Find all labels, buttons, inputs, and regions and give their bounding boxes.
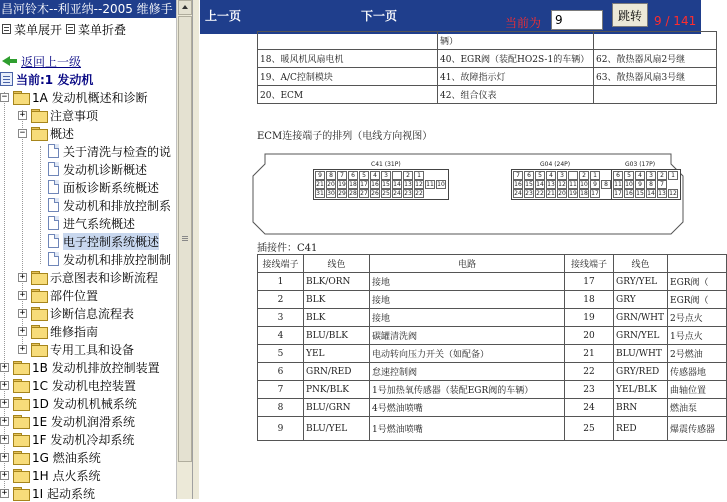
- table-cell: 19、A/C控制模块: [258, 68, 438, 86]
- connector-pin: 3: [557, 171, 567, 180]
- table-cell: 辆）: [438, 32, 594, 50]
- page-toolbar: [200, 0, 701, 34]
- pin-row: [315, 189, 447, 198]
- expand-icon[interactable]: +: [1, 469, 8, 480]
- expand-icon[interactable]: +: [19, 325, 26, 336]
- tree-scrollbar[interactable]: [176, 0, 192, 499]
- connector-pin: 18: [349, 181, 357, 188]
- connector-caption: ECM连接端子的排列（电线方向视图）: [257, 131, 433, 142]
- table-cell: [594, 32, 717, 50]
- tree-item-label: 1H 点火系统: [32, 468, 101, 483]
- expand-icon[interactable]: +: [1, 379, 8, 390]
- connector-c41: [313, 169, 449, 200]
- connector-pin: 7: [337, 171, 347, 180]
- connector-pin: 14: [536, 181, 544, 188]
- connector-pin: 8: [646, 180, 656, 189]
- connector-pin: 17: [591, 190, 599, 197]
- tree-item-1d[interactable]: [0, 394, 137, 412]
- scrollbar-thumb[interactable]: [178, 16, 192, 462]
- connector-pin: 5: [359, 171, 369, 180]
- tree-item-1b[interactable]: [0, 358, 160, 376]
- connector-pin: 11: [614, 181, 622, 188]
- table-cell: GRN/WHT: [614, 309, 668, 327]
- menu-icon: [2, 24, 11, 34]
- page-icon: [48, 198, 59, 212]
- table-cell: 6: [258, 363, 304, 381]
- page-icon: [48, 234, 59, 248]
- tree-item-label: 发动机和排放控制制: [63, 252, 172, 267]
- connector-pin: 24: [514, 190, 522, 197]
- table-cell: YEL/BLK: [614, 381, 668, 399]
- table-cell: 20、ECM: [258, 86, 438, 104]
- folder-icon: [13, 433, 29, 445]
- table-cell: 2号燃油: [668, 345, 727, 363]
- folder-icon: [13, 469, 29, 481]
- table-cell: GRN/YEL: [614, 327, 668, 345]
- tree-item-1h[interactable]: [0, 466, 100, 484]
- table-row: [258, 399, 727, 417]
- table-row: [258, 273, 727, 291]
- back-arrow-icon: [2, 55, 18, 67]
- pin-row: [513, 189, 612, 198]
- table-cell: 19: [565, 309, 614, 327]
- connector-pin: 23: [525, 190, 533, 197]
- table-cell: 63、散热器风扇3号继: [594, 68, 717, 86]
- connector-pin: [568, 171, 578, 180]
- table-cell: EGR阀（: [668, 291, 727, 309]
- table-header-cell: 电路: [370, 255, 565, 273]
- tree-item-label: 发动机和排放控制系: [63, 198, 172, 213]
- page-icon: [48, 162, 59, 176]
- connector-pin: 15: [636, 190, 644, 197]
- tree-guide-line: [40, 146, 41, 264]
- table-cell: 2号点火: [668, 309, 727, 327]
- tree-item-label: 1F 发动机冷却系统: [32, 432, 135, 447]
- tree-item-label: 进气系统概述: [63, 216, 136, 231]
- table-cell: YEL: [304, 345, 370, 363]
- connector-pin: 6: [613, 171, 623, 180]
- folder-icon: [13, 487, 29, 499]
- expand-icon[interactable]: +: [19, 271, 26, 282]
- expand-icon[interactable]: +: [1, 397, 8, 408]
- connector-pin: 12: [669, 190, 677, 197]
- table-cell: RED: [614, 417, 668, 441]
- folder-icon: [31, 343, 47, 355]
- plug-caption: 插接件：C41: [257, 243, 318, 254]
- connector-pin: 12: [415, 181, 423, 188]
- table-cell: BLK: [304, 309, 370, 327]
- tree-item-label: 维修指南: [50, 324, 99, 339]
- collapse-icon[interactable]: −: [19, 127, 26, 138]
- table-cell: 4: [258, 327, 304, 345]
- pin-row: [613, 180, 679, 189]
- pin-row: [613, 171, 679, 180]
- connector-pin: 25: [382, 190, 390, 197]
- menu-icon: [66, 24, 75, 34]
- page-count: 9 / 141: [654, 14, 697, 28]
- table-cell: BLK/ORN: [304, 273, 370, 291]
- tree-current: [0, 70, 93, 88]
- connector-pin: 1: [590, 171, 600, 180]
- tree-item-label: 1C 发动机电控装置: [32, 378, 136, 393]
- pin-row: [513, 180, 612, 189]
- connector-pin: 19: [338, 181, 346, 188]
- table-header-cell: 线色: [614, 255, 668, 273]
- tree-item-schematics[interactable]: [18, 268, 158, 286]
- panel-splitter[interactable]: [192, 0, 199, 499]
- expand-icon[interactable]: +: [19, 109, 26, 120]
- tree-item-engine-diag[interactable]: [48, 160, 147, 178]
- back-link[interactable]: [2, 52, 81, 70]
- table-cell: 1号燃油喷嘴: [370, 417, 565, 441]
- pin-row: [513, 171, 612, 180]
- tree-item-1c[interactable]: [0, 376, 136, 394]
- connector-pin: 12: [558, 181, 566, 188]
- tree-item-1i[interactable]: [0, 484, 95, 502]
- table-cell: 40、EGR阀（装配HO2S-1的车辆）: [438, 50, 594, 68]
- tree-item-label: 专用工具和设备: [50, 342, 135, 357]
- folder-icon: [31, 307, 47, 319]
- table-cell: 1: [258, 273, 304, 291]
- connector-pin: 11: [426, 181, 434, 188]
- table-cell: BLU/BLK: [304, 327, 370, 345]
- tree-item-electronic-control[interactable]: [48, 232, 159, 250]
- connector-pin: 30: [327, 190, 335, 197]
- prev-page-button[interactable]: 上一页: [205, 9, 242, 23]
- menu-expand-label: 菜单展开: [14, 22, 63, 37]
- pin-row: [315, 171, 447, 180]
- folder-icon: [13, 379, 29, 391]
- folder-icon: [13, 397, 29, 409]
- connector-g03-label: G03 (17P): [625, 161, 656, 168]
- connector-pin: 16: [514, 181, 522, 188]
- page-icon: [48, 216, 59, 230]
- connector-pin: 20: [558, 190, 566, 197]
- connector-pin: 10: [625, 181, 633, 188]
- table-cell: 8: [258, 399, 304, 417]
- tree-item-service-guide[interactable]: [18, 322, 98, 340]
- table-cell: 曲轴位置: [668, 381, 727, 399]
- connector-g03: [611, 169, 681, 200]
- connector-pin: 15: [382, 181, 390, 188]
- table-cell: GRN/RED: [304, 363, 370, 381]
- table-cell: 23: [565, 381, 614, 399]
- tree-item-overview[interactable]: [18, 124, 74, 142]
- table-row: [258, 381, 727, 399]
- table-cell: 爆震传感器: [668, 417, 727, 441]
- connector-pin: 6: [348, 171, 358, 180]
- tree-item-label: 诊断信息流程表: [50, 306, 135, 321]
- page-icon: [48, 252, 59, 266]
- table-cell: 20: [565, 327, 614, 345]
- table-cell: 接地: [370, 273, 565, 291]
- connector-pin: 7: [657, 180, 667, 189]
- connector-pin: 17: [614, 190, 622, 197]
- document-icon: [0, 72, 13, 86]
- connector-pin: [392, 171, 402, 180]
- connector-pin: 16: [371, 181, 379, 188]
- tree-item-label: 面板诊断系统概述: [63, 180, 160, 195]
- connector-pin: 5: [535, 171, 545, 180]
- document-page: [200, 34, 716, 499]
- connector-pin: 1: [414, 171, 424, 180]
- tree-item-1f[interactable]: [0, 430, 134, 448]
- pin-row: [613, 189, 679, 198]
- tree-item-cleaning[interactable]: [48, 142, 171, 160]
- folder-icon: [31, 325, 47, 337]
- connector-g04-label: G04 (24P): [540, 161, 571, 168]
- pin-table-body: [258, 273, 727, 441]
- connector-pin: 1: [668, 171, 678, 180]
- connector-pin: 4: [370, 171, 380, 180]
- menu-collapse-label: 菜单折叠: [78, 22, 127, 37]
- table-row: [258, 327, 727, 345]
- table-cell: 1号点火: [668, 327, 727, 345]
- table-cell: 电动转向压力开关（如配备）: [370, 345, 565, 363]
- table-cell: 24: [565, 399, 614, 417]
- menu-bar: [0, 20, 176, 38]
- connector-pin: 7: [513, 171, 523, 180]
- connector-pin: 23: [404, 190, 412, 197]
- connector-pin: 22: [415, 190, 423, 197]
- table-cell: 4号燃油喷嘴: [370, 399, 565, 417]
- connector-pin: 14: [393, 181, 401, 188]
- table-cell: 3: [258, 309, 304, 327]
- table-cell: 5: [258, 345, 304, 363]
- table-cell: BRN: [614, 399, 668, 417]
- tree-item-label: 1E 发动机润滑系统: [32, 414, 136, 429]
- connector-pin: 4: [546, 171, 556, 180]
- left-nav-panel: [0, 0, 199, 499]
- connector-pin: 9: [635, 180, 645, 189]
- tree-item-label: 发动机诊断概述: [63, 162, 148, 177]
- table-cell: 1号加热氧传感器（装配EGR阀的车辆）: [370, 381, 565, 399]
- connector-pin: 9: [590, 180, 600, 189]
- table-cell: BLK: [304, 291, 370, 309]
- connector-pin: 13: [547, 181, 555, 188]
- folder-icon: [31, 109, 47, 121]
- connector-pin: 19: [569, 190, 577, 197]
- expand-icon[interactable]: +: [19, 307, 26, 318]
- tree-item-1e[interactable]: [0, 412, 135, 430]
- expand-icon[interactable]: +: [1, 361, 8, 372]
- table-cell: BLU/YEL: [304, 417, 370, 441]
- connector-pin: 22: [536, 190, 544, 197]
- scroll-up-icon[interactable]: [178, 0, 192, 15]
- table-header-cell: 线色: [304, 255, 370, 273]
- window-title: 昌河铃木--利亚纳--2005 维修手: [0, 0, 176, 18]
- folder-icon: [13, 361, 29, 373]
- table-cell: GRY/RED: [614, 363, 668, 381]
- folder-open-icon: [13, 91, 29, 103]
- menu-expand-button[interactable]: [2, 21, 62, 38]
- tree-item-label-selected: 电子控制系统概述: [63, 234, 160, 249]
- table-cell: 25: [565, 417, 614, 441]
- table-header-cell: 接线端子: [258, 255, 304, 273]
- tree-item-label: 注意事项: [50, 108, 99, 123]
- tree-item-emission-ctrl[interactable]: [48, 250, 171, 268]
- table-row: [258, 309, 727, 327]
- tree-item-intake[interactable]: [48, 214, 135, 232]
- tree-item-locations[interactable]: [18, 286, 98, 304]
- tree-item-label: 1D 发动机机械系统: [32, 396, 137, 411]
- expand-icon[interactable]: +: [1, 415, 8, 426]
- connector-pin: 14: [647, 190, 655, 197]
- tree-current-label: 当前:1 发动机: [16, 72, 94, 87]
- table-cell: 22: [565, 363, 614, 381]
- table-cell: [258, 32, 438, 50]
- connector-pin: 24: [393, 190, 401, 197]
- ecm-connector-diagram: [253, 146, 683, 246]
- expand-icon[interactable]: +: [1, 487, 8, 498]
- connector-pin: 2: [657, 171, 667, 180]
- table-cell: 9: [258, 417, 304, 441]
- connector-pin: 11: [569, 181, 577, 188]
- table-cell: BLU/WHT: [614, 345, 668, 363]
- table-cell: 2: [258, 291, 304, 309]
- table-cell: 燃油泵: [668, 399, 727, 417]
- tree-item-1a[interactable]: [0, 88, 148, 106]
- tree-item-tools[interactable]: [18, 340, 134, 358]
- connector-pin: 4: [635, 171, 645, 180]
- table-cell: PNK/BLK: [304, 381, 370, 399]
- table-row: [258, 345, 727, 363]
- connector-pin: 26: [371, 190, 379, 197]
- connector-pin: 21: [316, 181, 324, 188]
- table-cell: 7: [258, 381, 304, 399]
- nav-tree: [0, 50, 176, 499]
- table-header-cell: [668, 255, 727, 273]
- menu-collapse-button[interactable]: [66, 21, 126, 38]
- table-cell: [594, 86, 717, 104]
- folder-icon: [31, 271, 47, 283]
- table-row: [258, 291, 727, 309]
- tree-item-label: 示意图表和诊断流程: [50, 270, 159, 285]
- tree-item-panel-diag[interactable]: [48, 178, 159, 196]
- tree-item-diag-flow[interactable]: [18, 304, 134, 322]
- connector-pin: 6: [524, 171, 534, 180]
- connector-pin: 10: [580, 181, 588, 188]
- tree-item-emission-sys[interactable]: [48, 196, 171, 214]
- connector-pin: 29: [338, 190, 346, 197]
- expand-icon[interactable]: +: [19, 343, 26, 354]
- connector-pin: 31: [316, 190, 324, 197]
- connector-pin: 18: [580, 190, 588, 197]
- expand-icon[interactable]: +: [19, 289, 26, 300]
- connector-pin: 8: [326, 171, 336, 180]
- connector-pin: 5: [624, 171, 634, 180]
- table-cell: 碳罐清洗阀: [370, 327, 565, 345]
- page-icon: [48, 180, 59, 194]
- pin-row: [315, 180, 447, 189]
- next-page-button[interactable]: 下一页: [361, 9, 398, 23]
- page-number-input[interactable]: [551, 10, 603, 30]
- table-cell: 接地: [370, 309, 565, 327]
- table-cell: 21: [565, 345, 614, 363]
- table-cell: EGR阀（: [668, 273, 727, 291]
- back-link-label: 返回上一级: [21, 54, 82, 69]
- folder-icon: [13, 451, 29, 463]
- jump-button[interactable]: 跳转: [612, 3, 648, 27]
- tree-item-label: 1B 发动机排放控制装置: [32, 360, 160, 375]
- connector-pin: 13: [658, 190, 666, 197]
- connector-pin: 15: [525, 181, 533, 188]
- folder-icon: [13, 415, 29, 427]
- tree-item-label: 1A 发动机概述和诊断: [32, 90, 148, 105]
- expand-icon[interactable]: +: [1, 433, 8, 444]
- table-cell: 17: [565, 273, 614, 291]
- expand-icon[interactable]: +: [1, 451, 8, 462]
- connector-pin: 3: [381, 171, 391, 180]
- connector-pin: 3: [646, 171, 656, 180]
- folder-icon: [31, 289, 47, 301]
- connector-pin: 13: [404, 181, 412, 188]
- tree-item-1g[interactable]: [0, 448, 101, 466]
- table-row: [258, 363, 727, 381]
- tree-item-label: 1G 燃油系统: [32, 450, 101, 465]
- table-row: [258, 417, 727, 441]
- table-cell: 18、暖风机风扇电机: [258, 50, 438, 68]
- connector-pin: 10: [437, 181, 445, 188]
- connector-pin: 17: [360, 181, 368, 188]
- component-list-table: [257, 31, 717, 104]
- connector-c41-label: C41 (31P): [371, 161, 401, 168]
- table-cell: 62、散热器风扇2号继: [594, 50, 717, 68]
- table-cell: 42、组合仪表: [438, 86, 594, 104]
- table-cell: GRY/YEL: [614, 273, 668, 291]
- table-cell: 怠速控制阀: [370, 363, 565, 381]
- connector-pin: 9: [315, 171, 325, 180]
- table-cell: 41、故障指示灯: [438, 68, 594, 86]
- folder-open-icon: [31, 127, 47, 139]
- table-cell: 接地: [370, 291, 565, 309]
- table-header-cell: 接线端子: [565, 255, 614, 273]
- current-page-label: 当前为: [505, 16, 542, 30]
- table-cell: 传感器地: [668, 363, 727, 381]
- connector-pin: 21: [547, 190, 555, 197]
- connector-pin: 2: [579, 171, 589, 180]
- connector-pin: 2: [403, 171, 413, 180]
- connector-pin: 16: [625, 190, 633, 197]
- tree-item-precautions[interactable]: [18, 106, 98, 124]
- collapse-icon[interactable]: −: [1, 91, 8, 102]
- table-cell: 18: [565, 291, 614, 309]
- tree-item-label: 概述: [50, 126, 75, 141]
- connector-pin: 27: [360, 190, 368, 197]
- tree-item-label: 关于清洗与检查的说: [63, 144, 172, 159]
- connector-g04: [511, 169, 614, 200]
- tree-item-label: 1I 起动系统: [32, 486, 95, 501]
- pin-assignment-table: [257, 254, 727, 441]
- page-icon: [48, 144, 59, 158]
- tree-item-label: 部件位置: [50, 288, 99, 303]
- table-cell: BLU/GRN: [304, 399, 370, 417]
- connector-pin: 20: [327, 181, 335, 188]
- connector-pin: 28: [349, 190, 357, 197]
- connector-pin: 8: [601, 180, 611, 189]
- table-cell: GRY: [614, 291, 668, 309]
